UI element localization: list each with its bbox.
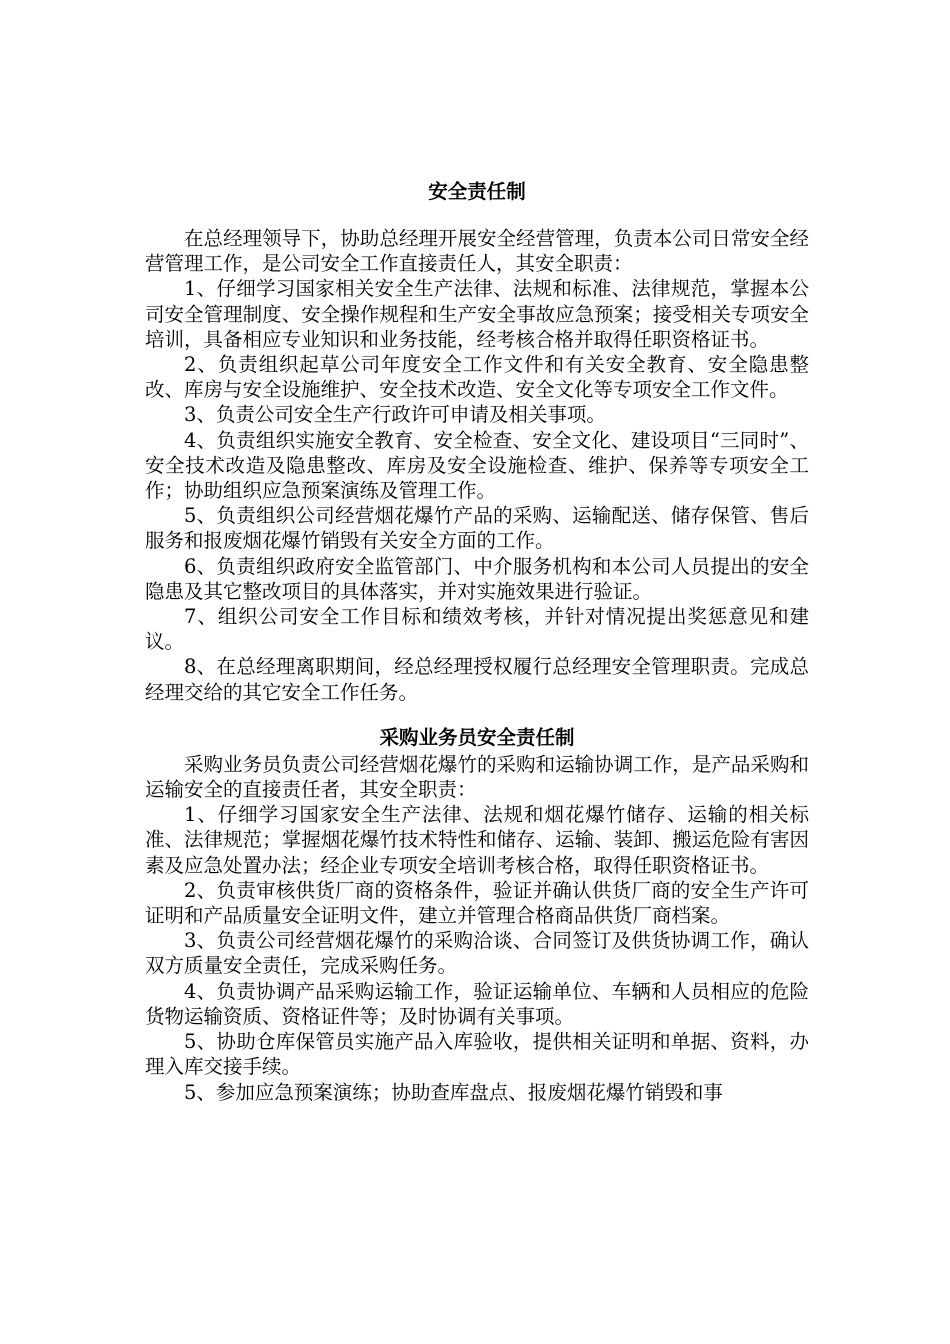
paragraph: 在总经理领导下，协助总经理开展安全经营管理，负责本公司日常安全经营管理工作，是公司安全工作直接责任人，其安全职责：: [145, 227, 809, 276]
document-page: [145, 168, 809, 1105]
paragraph: 5、参加应急预案演练；协助查库盘点、报废烟花爆竹销毁和事: [184, 1080, 723, 1104]
paragraph: 6、负责组织政府安全监管部门、中介服务机构和本公司人员提出的安全隐患及其它整改项目的具体落实，并对实施效果进行验证。: [145, 554, 809, 603]
paragraph: 7、组织公司安全工作目标和绩效考核，并针对情况提出奖惩意见和建议。: [145, 605, 809, 654]
paragraph: 8、在总经理离职期间，经总经理授权履行总经理安全管理职责。完成总经理交给的其它安全工作任务。: [145, 655, 809, 704]
paragraph: 2、负责组织起草公司年度安全工作文件和有关安全教育、安全隐患整改、库房与安全设施维护、安全技术改造、安全文化等专项安全工作文件。: [145, 353, 809, 402]
paragraph: 采购业务员负责公司经营烟花爆竹的采购和运输协调工作，是产品采购和运输安全的直接责任者，其安全职责：: [145, 752, 809, 802]
paragraph: 3、负责公司经营烟花爆竹的采购洽谈、合同签订及供货协调工作，确认双方质量安全责任，完成采购任务。: [145, 929, 809, 978]
paragraph: 1、仔细学习国家相关安全生产法律、法规和标准、法律规范，掌握本公司安全管理制度、安全操作规程和生产安全事故应急预案；接受相关专项安全培训，具备相应专业知识和业务技能，经考核合格并取得任职资格证书。: [145, 277, 809, 351]
paragraph: 1、仔细学习国家安全生产法律、法规和烟花爆竹储存、运输的相关标准、法律规范；掌握烟花爆竹技术特性和储存、运输、装卸、搬运危险有害因素及应急处置办法；经企业专项安全培训考核合格，取得任职资格证书。: [145, 803, 809, 877]
section-title-safety-responsibility: 安全责任制: [428, 180, 526, 203]
paragraph: 4、负责组织实施安全教育、安全检查、安全文化、建设项目“三同时”、安全技术改造及隐患整改、库房及安全设施检查、维护、保养等专项安全工作；协助组织应急预案演练及管理工作。: [145, 428, 809, 503]
paragraph: 5、负责组织公司经营烟花爆竹产品的采购、运输配送、储存保管、售后服务和报废烟花爆竹销毁有关安全方面的工作。: [145, 504, 809, 553]
paragraph: 2、负责审核供货厂商的资格条件，验证并确认供货厂商的安全生产许可证明和产品质量安全证明文件，建立并管理合格商品供货厂商档案。: [145, 878, 809, 928]
paragraph: 4、负责协调产品采购运输工作，验证运输单位、车辆和人员相应的危险货物运输资质、资格证件等；及时协调有关事项。: [145, 979, 809, 1028]
section-title-purchasing-clerk: 采购业务员安全责任制: [379, 725, 575, 749]
paragraph: 3、负责公司安全生产行政许可申请及相关事项。: [184, 403, 606, 427]
paragraph: 5、协助仓库保管员实施产品入库验收，提供相关证明和单据、资料，办理入库交接手续。: [145, 1030, 809, 1079]
